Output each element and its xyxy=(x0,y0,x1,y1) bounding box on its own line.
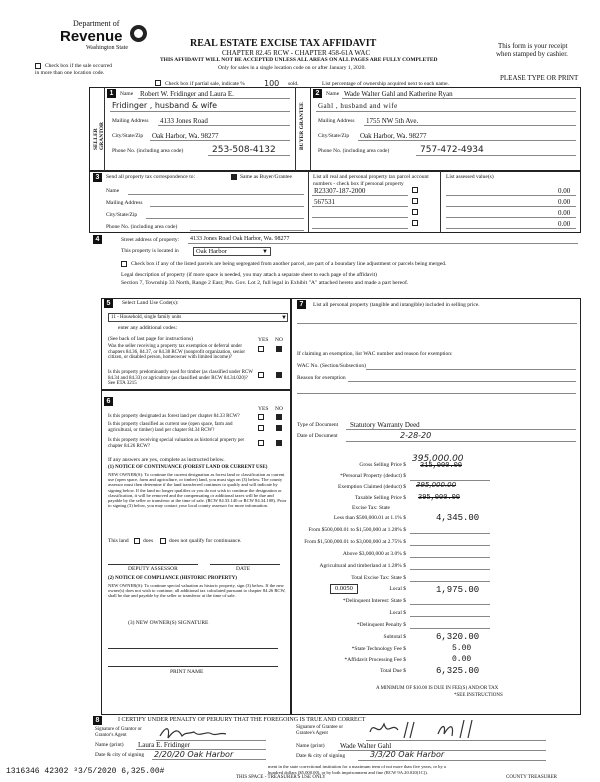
grantee-name[interactable]: Wade Walter Gahl xyxy=(340,742,392,750)
personal-prop-label: List all personal property (tangible and intangible) included in selling price. xyxy=(313,302,480,308)
multi-location-text2: in more than one location code. xyxy=(35,70,105,76)
buyer-name[interactable]: Wade Walter Gahl and Katherine Ryan xyxy=(344,90,453,98)
s6-q1-no-checkbox[interactable] xyxy=(276,414,282,420)
s6-q2-yes-checkbox[interactable] xyxy=(258,425,264,431)
section-7-badge: 7 xyxy=(297,300,306,309)
partial-sale-checkbox[interactable] xyxy=(155,80,161,86)
tech-fee-value[interactable]: 5.00 xyxy=(452,644,472,653)
total-state-label: Total Excise Tax: State $ xyxy=(351,575,406,581)
parcel-personal-checkbox[interactable] xyxy=(412,220,418,226)
list-pct-note: List percentage of ownership acquired next to each name. xyxy=(322,81,449,87)
doc-type-label: Type of Document xyxy=(297,422,339,428)
q2-no-checkbox[interactable] xyxy=(276,372,282,378)
perjury-line-1: ment in the state correctional institution for a maximum term of not more than five years, or by a xyxy=(268,764,446,769)
s6-q3-yes-checkbox[interactable] xyxy=(258,440,264,446)
grantee-name-label: Name (print) xyxy=(296,743,325,749)
s6-q2-no-checkbox[interactable] xyxy=(276,425,282,431)
dor-emblem-icon xyxy=(130,25,147,42)
seller-city[interactable]: Oak Harbor, Wa. 98277 xyxy=(152,132,219,140)
section-1-badge: 1 xyxy=(107,89,116,98)
multi-location-text: Check box if the sale occurred xyxy=(45,63,113,69)
subtotal-label: Subtotal $ xyxy=(383,634,406,640)
does-not-checkbox[interactable] xyxy=(160,538,166,544)
street-value[interactable]: 4133 Jones Road Oak Harbor, Wa. 98277 xyxy=(190,236,290,242)
tax-phone-label: Phone No. (including area code) xyxy=(106,224,178,230)
subtotal-value[interactable]: 6,320.00 xyxy=(436,632,480,642)
gross-typed: 315,000.00 xyxy=(420,462,463,470)
parcel-number[interactable]: R23307-187-2000 xyxy=(314,187,366,195)
total-value[interactable]: 6,325.00 xyxy=(436,666,480,676)
s6-any-yes: If any answers are yes, complete as instructed below. xyxy=(108,457,225,463)
land-use-q2: Is this property predominantly used for timber (as classified under RCW 84.34 and 84.33) or agriculture (as classified under RCW 84.34.020)? See ETA 3215 xyxy=(108,370,253,386)
s6-yes-label: YES xyxy=(258,406,269,412)
legal-label: Legal description of property (if more space is needed, you may attach a separate sheet to each page of the affidavit) xyxy=(121,272,377,278)
buyer-city[interactable]: Oak Harbor, Wa. 98277 xyxy=(360,132,427,140)
dept-state: Washington State xyxy=(86,45,129,51)
parcel-value[interactable]: 0.00 xyxy=(558,187,571,195)
grantor-date-label: Date & city of signing xyxy=(95,752,145,758)
grantee-sig-label: Signature of Grantee or Grantee's Agent xyxy=(296,725,344,736)
parcel-personal-checkbox[interactable] xyxy=(412,209,418,215)
parcel-personal-checkbox[interactable] xyxy=(412,198,418,204)
seller-phone[interactable]: 253-508-4132 xyxy=(212,145,276,155)
agri-label: Agricultural and timberland at 1.28% $ xyxy=(319,563,406,569)
exemption-claimed-value[interactable]: 395,000.00 xyxy=(416,481,457,489)
additional-codes-label: enter any additional codes: xyxy=(118,325,178,331)
land-use-label: Select Land Use Code(s): xyxy=(122,300,179,306)
local-value[interactable]: 1,975.00 xyxy=(436,585,480,595)
treasurer-stamp: 1316346 42302 ³3/5/2020 6,325.00# xyxy=(6,767,165,776)
parcel-value[interactable]: 0.00 xyxy=(558,198,571,206)
grantee-signature-mark xyxy=(368,718,488,740)
same-as-buyer-checkbox[interactable] xyxy=(231,174,237,180)
taxable-value[interactable]: 395,000.00 xyxy=(418,494,461,502)
local-label: Local $ xyxy=(389,586,406,592)
segregated-label: Check box if any of the listed parcels are being segregated from another parcel, are part of a boundary line adjustment or parcels being merged. xyxy=(131,261,447,267)
legal-value[interactable]: Section 7, Township 33 North, Range 2 East; Ptn. Gov. Lot 2, full legal in Exhibit "A" attached hereto and made a part hereof. xyxy=(121,280,409,286)
s6-no-label: NO xyxy=(275,406,283,412)
form-subtitle: CHAPTER 82.45 RCW - CHAPTER 458-61A WAC xyxy=(222,49,371,57)
grantee-date[interactable]: 3/3/20 Oak Harbor xyxy=(370,750,445,759)
parcel-personal-checkbox[interactable] xyxy=(412,187,418,193)
new-owner-sig-label: (3) NEW OWNER(S) SIGNATURE xyxy=(128,620,209,626)
treasurer-space-label: THIS SPACE - TREASURER'S USE ONLY xyxy=(236,775,326,780)
buyer-mailing-label: Mailing Address xyxy=(318,118,355,124)
form-warning: THIS AFFIDAVIT WILL NOT BE ACCEPTED UNLESS ALL AREAS ON ALL PAGES ARE FULLY COMPLETED xyxy=(160,57,438,63)
gross-handwritten[interactable]: 395,000.00 xyxy=(412,454,464,464)
seller-phone-label: Phone No. (including area code) xyxy=(112,148,184,154)
s6-q3: Is this property receiving special valuation as historical property per chapter 84.26 RCW? xyxy=(108,438,245,449)
sold-label: sold. xyxy=(288,81,299,87)
deputy-assessor-label: DEPUTY ASSESSOR xyxy=(128,566,178,572)
yes-col-label: YES xyxy=(258,337,269,343)
s6-q1: Is this property designated as forest land per chapter 84.33 RCW? xyxy=(108,414,240,419)
exemption-label: If claiming an exemption, list WAC number and reason for exemption: xyxy=(297,351,453,357)
assessed-header: List assessed value(s) xyxy=(446,174,494,180)
buyer-mailing[interactable]: 1755 NW 5th Ave. xyxy=(366,117,419,125)
form-title: REAL ESTATE EXCISE TAX AFFIDAVIT xyxy=(190,38,377,49)
does-checkbox[interactable] xyxy=(134,538,140,544)
print-name-label: PRINT NAME xyxy=(170,669,204,675)
tier1-label: Less than $500,000.01 at 1.1% $ xyxy=(333,515,406,521)
land-use-dropdown-icon[interactable]: ▼ xyxy=(281,315,287,321)
section-3-badge: 3 xyxy=(93,173,102,182)
seller-name[interactable]: Robert W. Fridinger and Laura E. xyxy=(140,90,234,98)
section-6-badge: 6 xyxy=(104,397,113,406)
notice1-title: (1) NOTICE OF CONTINUANCE (FOREST LAND OR CURRENT USE) xyxy=(108,465,268,470)
dept-line: Department of xyxy=(73,19,120,28)
only-for-sales: Only for sales in a single location code on or after January 1, 2020. xyxy=(218,65,366,71)
tax-corr-label: Send all property tax correspondence to: xyxy=(106,174,196,180)
partial-pct: 100 xyxy=(264,79,280,88)
buyer-city-label: City/State/Zip xyxy=(318,133,350,139)
notice1-body: NEW OWNER(S): To continue the current designation as forest land or classification as current use (open space, farm and agriculture, or timber) land, you must sign on (3) below. The county assessor must then determine if the land transferred continues to qualify and will indicate by signing below. If the land no longer qualifies or you do not wish to continue the designation or classification, it will be removed and the compensating or additional taxes will be due and payable by the seller or transferor at the time of sale. (RCW 84.33.140 or RCW 84.34.108). Prior to signing (3) below, you may contact your local county assessor for more information. xyxy=(108,472,287,509)
receipt-note: This form is your receipt xyxy=(498,42,568,50)
delinq-int-label: *Delinquent Interest: State $ xyxy=(342,598,406,604)
tier3-label: From $1,500,000.01 to $3,000,000 at 2.75% $ xyxy=(304,539,406,545)
notice2-body: NEW OWNER(S): To continue special valuation as historic property, sign (3) below. If the new owner(s) does not wish to continue, all additional tax calculated pursuant to chapter 84.26 RCW, shall be due and payable by the seller or transferor at the time of sale. xyxy=(108,583,286,599)
s6-q1-yes-checkbox[interactable] xyxy=(258,414,264,420)
section-2-badge: 2 xyxy=(313,89,322,98)
parcel-header: List all real and personal property tax parcel account numbers - check box if personal property xyxy=(313,174,429,187)
delinq-pen-label: *Delinquent Penalty $ xyxy=(356,622,406,628)
doc-type-value[interactable]: Statutory Warranty Deed xyxy=(350,421,420,429)
does-label: does xyxy=(143,538,154,544)
this-land-label: This land xyxy=(108,538,129,544)
section-4-badge: 4 xyxy=(93,235,102,244)
seller-city-label: City/State/Zip xyxy=(112,133,144,139)
multi-location-checkbox[interactable] xyxy=(35,63,41,69)
buyer-name-label: Name xyxy=(326,91,340,97)
land-use-select[interactable]: 11 - Household, single family units xyxy=(108,313,288,322)
tax-mailing-label: Mailing Address xyxy=(106,200,143,206)
section-5-badge: 5 xyxy=(104,299,113,308)
buyer-side-label: BUYER GRANTEE xyxy=(299,102,305,150)
proc-fee-label: *Affidavit Processing Fee $ xyxy=(344,657,406,663)
delinq-local-label: Local $ xyxy=(389,610,406,616)
see-instructions: *SEE INSTRUCTIONS xyxy=(454,693,503,698)
located-dropdown-icon[interactable]: ▼ xyxy=(262,249,268,255)
s6-q2: Is this property classified as current use (open space, farm and agricultural, or timber) land per chapter 84.34 RCW? xyxy=(108,422,233,433)
grantor-date[interactable]: 2/20/20 Oak Harbor xyxy=(154,750,234,759)
grantee-date-label: Date & city of signing xyxy=(296,753,346,759)
q2-yes-checkbox[interactable] xyxy=(258,372,264,378)
tier4-label: Above $3,000,000 at 3.0% $ xyxy=(342,551,406,557)
located-label: This property is located in xyxy=(121,248,179,254)
land-use-q1: Was the seller receiving a property tax exemption or deferral under chapters 84.36, 84.37, or 84.38 RCW (nonprofit organization, senior citizen, or disabled person, homeowner with limited income)? xyxy=(108,344,246,360)
taxable-label: Taxable Selling Price $ xyxy=(354,495,406,501)
total-label: Total Due $ xyxy=(380,668,406,674)
tax-name-label: Name xyxy=(106,188,120,194)
tech-fee-label: *State Technology Fee $ xyxy=(351,646,406,652)
seller-mailing[interactable]: 4133 Jones Road xyxy=(160,117,208,125)
dor-logo xyxy=(28,20,188,60)
dept-name: Revenue xyxy=(60,28,123,45)
grantor-sig-label: Signature of Grantor or Grantor's Agent xyxy=(95,727,142,738)
partial-sale-label: Check box if partial sale, indicate % xyxy=(165,81,245,87)
same-as-buyer-label: Same as Buyer/Grantee xyxy=(240,174,292,180)
county-treasurer-label: COUNTY TREASURER xyxy=(506,775,557,780)
located-value[interactable]: Oak Harbor xyxy=(193,247,271,256)
gross-label: Gross Selling Price $ xyxy=(359,462,406,468)
proc-fee-value[interactable]: 0.00 xyxy=(452,655,472,664)
street-label: Street address of property: xyxy=(121,237,180,243)
see-back-note: (See back of last page for instructions) xyxy=(108,336,193,342)
minimum-note: A MINIMUM OF $10.00 IS DUE IN FEE(S) AND/OR TAX xyxy=(376,686,499,691)
deputy-date-label: DATE xyxy=(236,566,251,572)
parcel-number[interactable]: 567531 xyxy=(314,198,335,206)
doc-date-label: Date of Document xyxy=(297,433,338,439)
seller-name-2[interactable]: Fridinger , husband & wife xyxy=(112,101,218,110)
tax-city-label: City/State/Zip xyxy=(106,212,138,218)
notice2-title: (2) NOTICE OF COMPLIANCE (HISTORIC PROPERTY) xyxy=(108,576,237,581)
personal-label: *Personal Property (deduct) $ xyxy=(340,473,406,479)
segregated-checkbox[interactable] xyxy=(121,261,127,267)
wac-label: WAC No. (Section/Subsection) xyxy=(297,363,366,369)
buyer-phone-label: Phone No. (including area code) xyxy=(318,148,390,154)
s6-q3-no-checkbox[interactable] xyxy=(276,440,282,446)
seller-name-label: Name xyxy=(120,91,134,97)
receipt-note-2: when stamped by cashier. xyxy=(496,50,568,58)
buyer-phone[interactable]: 757-472-4934 xyxy=(420,145,484,155)
reason-label: Reason for exemption xyxy=(297,375,346,381)
q1-yes-checkbox[interactable] xyxy=(258,346,264,352)
perjury-line-2: hundred dollars ($5,000.00), or by both imprisonment and fine (RCW 9A.20.020(1C)). xyxy=(268,770,428,775)
section-8-badge: 8 xyxy=(93,716,102,725)
exemption-claimed-label: Exemption Claimed (deduct) $ xyxy=(338,484,406,490)
parcel-value[interactable]: 0.00 xyxy=(558,209,571,217)
tier1-value[interactable]: 4,345.00 xyxy=(436,513,480,523)
grantor-name-label: Name (print) xyxy=(95,742,124,748)
seller-mailing-label: Mailing Address xyxy=(112,118,149,124)
q1-no-checkbox[interactable] xyxy=(276,346,282,352)
tier2-label: From $500,000.01 to $1,500,000 at 1.28% $ xyxy=(308,527,406,533)
buyer-name-2[interactable]: Gahl , husband and wife xyxy=(318,102,398,110)
local-rate[interactable]: 0.0050 xyxy=(330,584,358,594)
no-col-label: NO xyxy=(275,337,283,343)
does-not-label: does not qualify for continuance. xyxy=(169,538,242,544)
grantor-name[interactable]: Laura E. Fridinger xyxy=(138,741,190,749)
certify-text: I CERTIFY UNDER PENALTY OF PERJURY THAT THE FOREGOING IS TRUE AND CORRECT xyxy=(118,717,366,723)
parcel-value[interactable]: 0.00 xyxy=(558,220,571,228)
please-type: PLEASE TYPE OR PRINT xyxy=(500,74,579,82)
party-box xyxy=(89,87,581,171)
doc-date-value[interactable]: 2-28-20 xyxy=(400,431,432,440)
excise-label: Excise Tax: State xyxy=(352,505,391,511)
seller-side-label: SELLER GRANTOR xyxy=(93,121,105,150)
